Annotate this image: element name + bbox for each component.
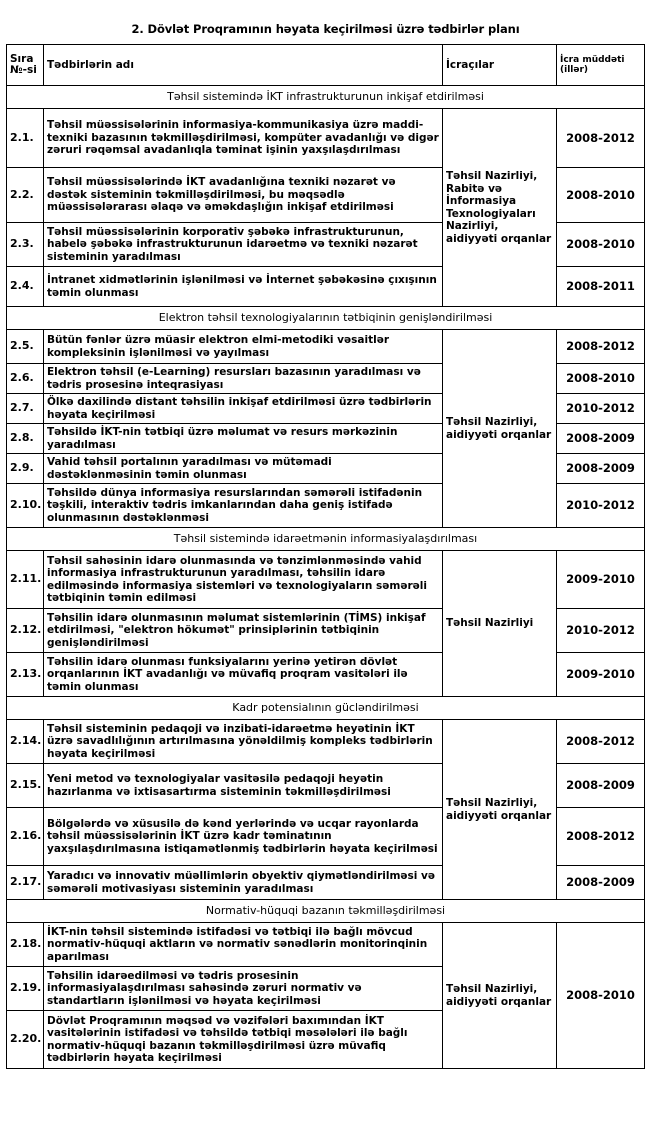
measure-name: Bölgələrdə və xüsusilə də kənd yerlərində və ucqar rayonlarda təhsil müəssisələrinin İKT üzrə kadr təminatının yaxşılaşdırılmasına istiqamətlənmiş tədbirlərin həyata keçirilməsi — [44, 808, 443, 866]
measure-name: Təhsil müəssisələrində İKT avadanlığına texniki nəzarət və dəstək sisteminin təkmilləşdirilməsi, bu məqsədlə müəssisələrarası əlaqə və əməkdaşlığın inkişaf etdirilməsi — [44, 168, 443, 223]
header-number-line1: Sıra — [10, 53, 34, 65]
measure-name: Yaradıcı və innovativ müəllimlərin obyektiv qiymətləndirilməsi və səmərəli motivasiyası sisteminin yaradılması — [44, 866, 443, 900]
page-title: 2. Dövlət Proqramının həyata keçirilməsi üzrə tədbirlər planı — [131, 22, 520, 36]
executors-cell: Təhsil Nazirliyi, Rabitə və İnformasiya Texnologiyaları Nazirliyi, aidiyyəti orqanlar — [443, 109, 557, 307]
row-number: 2.5. — [7, 330, 44, 364]
row-number: 2.19. — [7, 967, 44, 1011]
row-number: 2.17. — [7, 866, 44, 900]
executors-cell: Təhsil Nazirliyi, aidiyyəti orqanlar — [443, 923, 557, 1069]
section-title: Normativ-hüquqi bazanın təkmilləşdirilməsi — [7, 900, 645, 923]
table-header-row — [7, 45, 645, 86]
period-cell: 2008-2012 — [557, 720, 645, 764]
header-executors: İcraçılar — [443, 45, 557, 86]
header-number — [7, 45, 44, 86]
row-number: 2.8. — [7, 424, 44, 454]
table-row — [7, 330, 645, 364]
header-term-line2: (illər) — [560, 65, 589, 75]
section-heading-row — [7, 86, 645, 109]
table-row — [7, 923, 645, 967]
row-number: 2.12. — [7, 609, 44, 653]
row-number: 2.2. — [7, 168, 44, 223]
section-title: Kadr potensialının gücləndirilməsi — [7, 697, 645, 720]
row-number: 2.16. — [7, 808, 44, 866]
table-row — [7, 551, 645, 609]
row-number: 2.13. — [7, 653, 44, 697]
row-number: 2.18. — [7, 923, 44, 967]
period-cell: 2008-2011 — [557, 267, 645, 307]
section-title: Təhsil sistemində İKT infrastrukturunun inkişaf etdirilməsi — [7, 86, 645, 109]
row-number: 2.4. — [7, 267, 44, 307]
period-cell: 2010-2012 — [557, 609, 645, 653]
header-term-line1: İcra müddəti — [560, 55, 625, 65]
measure-name: Təhsil müəssisələrinin korporativ şəbəkə infrastrukturunun, habelə şəbəkə infrastrukturunun idarəetmə və texniki nəzarət sisteminin yaradılması — [44, 223, 443, 267]
measure-name: Vahid təhsil portalının yaradılması və mütəmadi dəstəklənməsinin təmin olunması — [44, 454, 443, 484]
period-cell: 2008-2009 — [557, 764, 645, 808]
section-title: Təhsil sistemində idarəetmənin informasiyalaşdırılması — [7, 528, 645, 551]
period-cell: 2008-2012 — [557, 808, 645, 866]
measure-name: Təhsil sisteminin pedaqoji və inzibati-idarəetmə heyətinin İKT üzrə savadlılığının artırılmasına yönəldilmiş kompleks tədbirlərin həyata keçirilməsi — [44, 720, 443, 764]
measure-name: Təhsilin idarə olunması funksiyalarını yerinə yetirən dövlət orqanlarının İKT avadanlığı və müvafiq proqram vasitələri ilə təmin olunması — [44, 653, 443, 697]
measure-name: Təhsildə İKT-nin tətbiqi üzrə məlumat və resurs mərkəzinin yaradılması — [44, 424, 443, 454]
measure-name: Təhsil sahəsinin idarə olunmasında və tənzimlənməsində vahid informasiya infrastrukturunun yaradılması, təhsilin idarə edilməsində informasiya sistemləri və texnologiyaların səmərəli tətbiqinin təmin edilməsi — [44, 551, 443, 609]
row-number: 2.14. — [7, 720, 44, 764]
executors-cell: Təhsil Nazirliyi, aidiyyəti orqanlar — [443, 720, 557, 900]
measure-name: Dövlət Proqramının məqsəd və vəzifələri baxımından İKT vasitələrinin istifadəsi və təhsildə tətbiqi məsələləri ilə bağlı normativ-hüquqi bazanın təkmilləşdirilməsi üzrə müvafiq tədbirlərin həyata keçirilməsi — [44, 1011, 443, 1069]
period-cell: 2010-2012 — [557, 484, 645, 528]
period-cell: 2008-2009 — [557, 454, 645, 484]
measure-name: Elektron təhsil (e-Learning) resursları bazasının yaradılması və tədris prosesinə inteqrasiyası — [44, 364, 443, 394]
measure-name: Bütün fənlər üzrə müasir elektron elmi-metodiki vəsaitlər kompleksinin işlənilməsi və yayılması — [44, 330, 443, 364]
header-number-line2: №-si — [10, 64, 37, 76]
section-heading-row — [7, 900, 645, 923]
header-term — [557, 45, 645, 86]
period-cell: 2008-2010 — [557, 168, 645, 223]
period-cell: 2008-2009 — [557, 866, 645, 900]
row-number: 2.1. — [7, 109, 44, 168]
row-number: 2.10. — [7, 484, 44, 528]
row-number: 2.3. — [7, 223, 44, 267]
measure-name: Təhsildə dünya informasiya resurslarından səmərəli istifadənin təşkili, interaktiv tədris imkanlarından daha geniş istifadə olunmasının dəstəklənməsi — [44, 484, 443, 528]
period-cell: 2009-2010 — [557, 551, 645, 609]
section-heading-row — [7, 528, 645, 551]
row-number: 2.7. — [7, 394, 44, 424]
measure-name: Yeni metod və texnologiyalar vasitəsilə pedaqoji heyətin hazırlanma və ixtisasartırma sisteminin təkmilləşdirilməsi — [44, 764, 443, 808]
row-number: 2.6. — [7, 364, 44, 394]
measure-name: Təhsilin idarə olunmasının məlumat sistemlərinin (TİMS) inkişaf etdirilməsi, "elektron hökumət" prinsiplərinin tətbiqinin genişləndirilməsi — [44, 609, 443, 653]
table-row — [7, 720, 645, 764]
period-cell: 2009-2010 — [557, 653, 645, 697]
section-title: Elektron təhsil texnologiyalarının tətbiqinin genişləndirilməsi — [7, 307, 645, 330]
row-number: 2.9. — [7, 454, 44, 484]
period-cell: 2008-2010 — [557, 223, 645, 267]
table-row — [7, 109, 645, 168]
measure-name: Ölkə daxilində distant təhsilin inkişaf etdirilməsi üzrə tədbirlərin həyata keçirilməsi — [44, 394, 443, 424]
period-cell: 2008-2010 — [557, 923, 645, 1069]
period-cell: 2008-2009 — [557, 424, 645, 454]
header-measure-name: Tədbirlərin adı — [44, 45, 443, 86]
measures-plan-table — [6, 44, 645, 1069]
period-cell: 2008-2012 — [557, 109, 645, 168]
measure-name: İKT-nin təhsil sistemində istifadəsi və tətbiqi ilə bağlı mövcud normativ-hüquqi aktların və normativ sənədlərin monitorinqinin aparılması — [44, 923, 443, 967]
executors-cell: Təhsil Nazirliyi, aidiyyəti orqanlar — [443, 330, 557, 528]
measure-name: Təhsilin idarəedilməsi və tədris prosesinin informasiyalaşdırılması sahəsində zəruri normativ və standartların işlənilməsi və həyata keçirilməsi — [44, 967, 443, 1011]
section-heading-row — [7, 697, 645, 720]
row-number: 2.20. — [7, 1011, 44, 1069]
row-number: 2.15. — [7, 764, 44, 808]
section-heading-row — [7, 307, 645, 330]
measure-name: İntranet xidmətlərinin işlənilməsi və İnternet şəbəkəsinə çıxışının təmin olunması — [44, 267, 443, 307]
period-cell: 2008-2010 — [557, 364, 645, 394]
period-cell: 2010-2012 — [557, 394, 645, 424]
period-cell: 2008-2012 — [557, 330, 645, 364]
measure-name: Təhsil müəssisələrinin informasiya-kommunikasiya üzrə maddi-texniki bazasının təkmilləşdirilməsi, kompüter avadanlığı və digər zəruri rəqəmsal avadanlıqla təminat işinin yaxşılaşdırılması — [44, 109, 443, 168]
row-number: 2.11. — [7, 551, 44, 609]
executors-cell: Təhsil Nazirliyi — [443, 551, 557, 697]
